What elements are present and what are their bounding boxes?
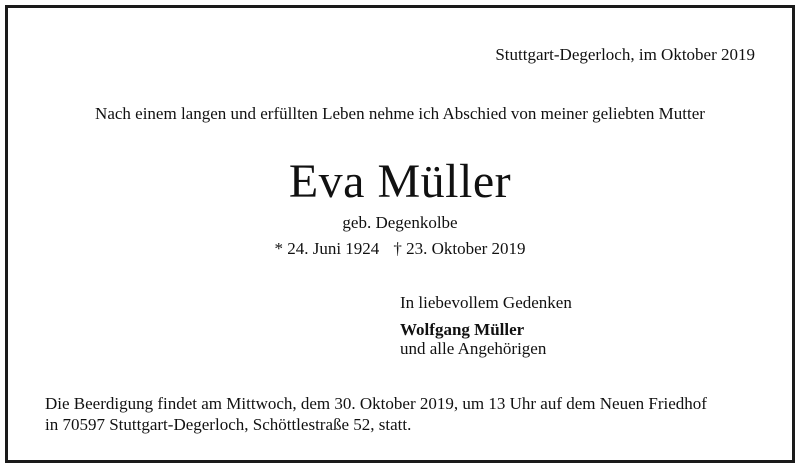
life-dates: [8, 240, 792, 257]
obituary-notice: [5, 5, 795, 463]
maiden-name: geb. Degenkolbe: [342, 213, 458, 232]
funeral-info: [45, 393, 707, 435]
place-date: Stuttgart-Degerloch, im Oktober 2019: [495, 45, 755, 64]
funeral-info-line-2: in 70597 Stuttgart-Degerloch, Schöttlestraße 52, statt.: [45, 415, 412, 434]
death-date: † 23. Oktober 2019: [393, 239, 526, 258]
funeral-info-line-1: Die Beerdigung findet am Mittwoch, dem 30. Oktober 2019, um 13 Uhr auf dem Neuen Friedhof: [45, 394, 707, 413]
birth-date: * 24. Juni 1924: [274, 239, 380, 258]
intro-text: Nach einem langen und erfüllten Leben nehme ich Abschied von meiner geliebten Mutter: [95, 104, 705, 123]
memory-line: In liebevollem Gedenken: [400, 293, 572, 312]
deceased-name: Eva Müller: [288, 155, 512, 208]
mourner-name: Wolfgang Müller: [400, 320, 525, 339]
relatives-line: und alle Angehörigen: [400, 339, 547, 358]
